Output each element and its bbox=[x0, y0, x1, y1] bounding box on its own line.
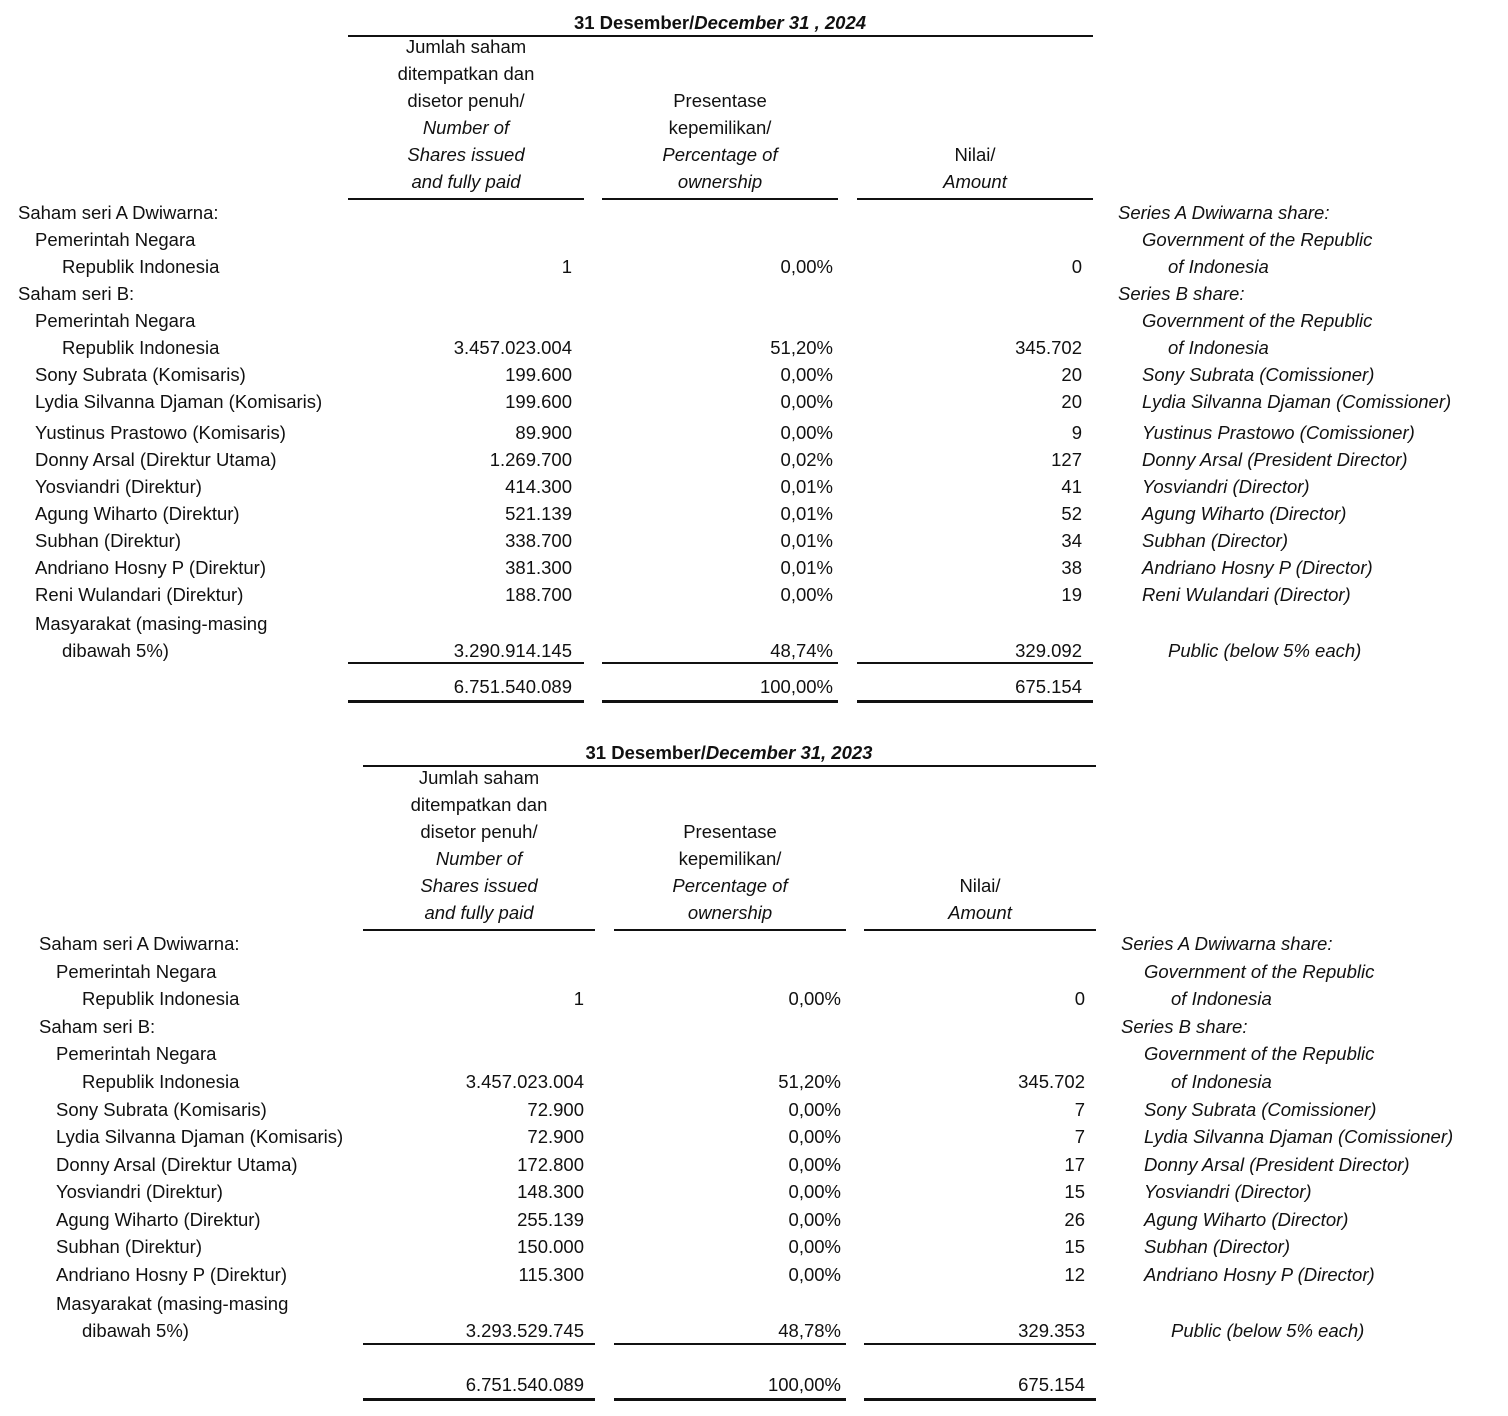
header-shares-line: Jumlah saham bbox=[405, 36, 527, 57]
cell-amount: 9 bbox=[1071, 422, 1082, 443]
cell-shares: 1.269.700 bbox=[489, 449, 572, 470]
cell-pct: 0,00% bbox=[788, 1264, 841, 1285]
row-label-id: Masyarakat (masing-masing bbox=[56, 1293, 289, 1314]
cell-pct: 51,20% bbox=[778, 1071, 841, 1092]
cell-amount: 7 bbox=[1074, 1099, 1085, 1120]
total-shares: 6.751.540.089 bbox=[465, 1374, 584, 1395]
cell-shares: 3.457.023.004 bbox=[453, 337, 572, 358]
header-percentage-line: Presentase bbox=[673, 90, 767, 111]
row-label-en: Government of the Republic bbox=[1144, 1043, 1375, 1064]
period-title-en: December 31, 2023 bbox=[705, 742, 873, 763]
row-label-en: Lydia Silvanna Djaman (Comissioner) bbox=[1142, 391, 1452, 412]
cell-pct: 0,00% bbox=[780, 364, 833, 385]
row-label-id: Agung Wiharto (Direktur) bbox=[35, 503, 240, 524]
row-label-id: dibawah 5%) bbox=[82, 1320, 189, 1341]
row-label-id: Saham seri B: bbox=[39, 1016, 156, 1037]
header-percentage-underline bbox=[614, 929, 846, 931]
row-label-en: Series B share: bbox=[1118, 283, 1245, 304]
row-label-id: Andriano Hosny P (Direktur) bbox=[35, 557, 266, 578]
row-label-en: Series A Dwiwarna share: bbox=[1121, 933, 1333, 954]
total-line-shares bbox=[363, 1398, 595, 1401]
row-label-en: Yustinus Prastowo (Comissioner) bbox=[1142, 422, 1415, 443]
cell-amount: 127 bbox=[1051, 449, 1082, 470]
cell-amount: 15 bbox=[1064, 1181, 1085, 1202]
cell-shares: 148.300 bbox=[517, 1181, 584, 1202]
cell-pct: 51,20% bbox=[770, 337, 833, 358]
row-label-id: Saham seri B: bbox=[18, 283, 135, 304]
row-label-id: Subhan (Direktur) bbox=[35, 530, 182, 551]
cell-shares: 3.293.529.745 bbox=[465, 1320, 584, 1341]
row-label-id: Yosviandri (Direktur) bbox=[35, 476, 202, 497]
cell-shares: 150.000 bbox=[517, 1236, 584, 1257]
cell-shares: 338.700 bbox=[505, 530, 572, 551]
subtotal-line-percentage bbox=[602, 662, 838, 664]
cell-amount: 41 bbox=[1061, 476, 1082, 497]
cell-pct: 0,00% bbox=[788, 1209, 841, 1230]
header-amount bbox=[857, 141, 1093, 195]
cell-pct: 0,00% bbox=[788, 1236, 841, 1257]
row-label-en: Yosviandri (Director) bbox=[1142, 476, 1310, 497]
row-label-id: Lydia Silvanna Djaman (Komisaris) bbox=[56, 1126, 344, 1147]
cell-amount: 17 bbox=[1064, 1154, 1085, 1175]
cell-amount: 12 bbox=[1064, 1264, 1085, 1285]
header-shares-line-en: Shares issued bbox=[407, 144, 525, 165]
header-shares-line: Jumlah saham bbox=[418, 767, 540, 788]
cell-pct: 48,78% bbox=[778, 1320, 841, 1341]
row-label-en: of Indonesia bbox=[1171, 988, 1272, 1009]
row-label-en: Public (below 5% each) bbox=[1171, 1320, 1365, 1341]
header-amount-line-en: Amount bbox=[943, 171, 1007, 192]
cell-amount: 345.702 bbox=[1015, 337, 1082, 358]
row-label-en: Donny Arsal (President Director) bbox=[1144, 1154, 1410, 1175]
row-label-en: Subhan (Director) bbox=[1144, 1236, 1291, 1257]
total-amount: 675.154 bbox=[1018, 1374, 1085, 1395]
cell-pct: 0,00% bbox=[780, 422, 833, 443]
subtotal-line-percentage bbox=[614, 1343, 846, 1345]
header-shares-line-en: and fully paid bbox=[424, 902, 534, 923]
cell-shares: 414.300 bbox=[505, 476, 572, 497]
row-label-id: Lydia Silvanna Djaman (Komisaris) bbox=[35, 391, 323, 412]
row-label-en: Agung Wiharto (Director) bbox=[1144, 1209, 1349, 1230]
cell-pct: 0,00% bbox=[780, 256, 833, 277]
header-percentage bbox=[602, 87, 838, 195]
cell-amount: 7 bbox=[1074, 1126, 1085, 1147]
cell-amount: 329.353 bbox=[1018, 1320, 1085, 1341]
cell-shares: 1 bbox=[573, 988, 584, 1009]
cell-shares: 255.139 bbox=[517, 1209, 584, 1230]
cell-shares: 89.900 bbox=[515, 422, 572, 443]
period-title-id: 31 Desember/ bbox=[573, 12, 695, 33]
cell-pct: 0,00% bbox=[780, 391, 833, 412]
header-shares-underline bbox=[348, 198, 584, 200]
row-label-id: Pemerintah Negara bbox=[56, 961, 217, 982]
row-label-en: Subhan (Director) bbox=[1142, 530, 1289, 551]
row-label-en: of Indonesia bbox=[1168, 337, 1269, 358]
header-shares-line: disetor penuh/ bbox=[420, 821, 538, 842]
row-label-en: Series B share: bbox=[1121, 1016, 1248, 1037]
period-title-id: 31 Desember/ bbox=[585, 742, 706, 763]
row-label-en: of Indonesia bbox=[1171, 1071, 1272, 1092]
row-label-en: Donny Arsal (President Director) bbox=[1142, 449, 1408, 470]
row-label-en: Government of the Republic bbox=[1144, 961, 1375, 982]
header-shares bbox=[348, 33, 584, 195]
row-label-en: Sony Subrata (Comissioner) bbox=[1144, 1099, 1377, 1120]
subtotal-line-shares bbox=[363, 1343, 595, 1345]
subtotal-line-shares bbox=[348, 662, 584, 664]
row-label-id: Donny Arsal (Direktur Utama) bbox=[35, 449, 277, 470]
total-amount: 675.154 bbox=[1015, 676, 1082, 697]
header-percentage-line-en: ownership bbox=[677, 171, 763, 192]
header-shares-line-en: and fully paid bbox=[411, 171, 521, 192]
total-pct: 100,00% bbox=[759, 676, 833, 697]
row-label-id: Donny Arsal (Direktur Utama) bbox=[56, 1154, 298, 1175]
row-label-en: Sony Subrata (Comissioner) bbox=[1142, 364, 1375, 385]
cell-pct: 0,00% bbox=[788, 988, 841, 1009]
cell-amount: 345.702 bbox=[1018, 1071, 1085, 1092]
header-percentage-line-en: ownership bbox=[687, 902, 773, 923]
row-label-en: Public (below 5% each) bbox=[1168, 640, 1362, 661]
cell-amount: 0 bbox=[1074, 988, 1085, 1009]
row-label-en: Reni Wulandari (Director) bbox=[1142, 584, 1351, 605]
header-percentage-line: kepemilikan/ bbox=[678, 848, 782, 869]
row-label-en: Yosviandri (Director) bbox=[1144, 1181, 1312, 1202]
cell-shares: 3.290.914.145 bbox=[453, 640, 572, 661]
cell-pct: 48,74% bbox=[770, 640, 833, 661]
header-percentage-underline bbox=[602, 198, 838, 200]
row-label-id: Saham seri A Dwiwarna: bbox=[39, 933, 240, 954]
header-shares-line-en: Shares issued bbox=[420, 875, 538, 896]
header-percentage-line-en: Percentage of bbox=[672, 875, 788, 896]
cell-shares: 1 bbox=[561, 256, 572, 277]
row-label-en: Series A Dwiwarna share: bbox=[1118, 202, 1330, 223]
cell-pct: 0,00% bbox=[788, 1126, 841, 1147]
total-line-shares bbox=[348, 700, 584, 703]
row-label-id: Republik Indonesia bbox=[62, 337, 220, 358]
subtotal-line-amount bbox=[857, 662, 1093, 664]
cell-shares: 199.600 bbox=[505, 364, 572, 385]
cell-amount: 20 bbox=[1061, 391, 1082, 412]
header-shares-line-en: Number of bbox=[422, 117, 510, 138]
row-label-id: Reni Wulandari (Direktur) bbox=[35, 584, 244, 605]
row-label-id: Yustinus Prastowo (Komisaris) bbox=[35, 422, 286, 443]
header-shares-line: ditempatkan dan bbox=[410, 794, 548, 815]
cell-amount: 329.092 bbox=[1015, 640, 1082, 661]
header-shares-underline bbox=[363, 929, 595, 931]
header-amount-line: Nilai/ bbox=[959, 875, 1001, 896]
row-label-id: Pemerintah Negara bbox=[56, 1043, 217, 1064]
cell-amount: 19 bbox=[1061, 584, 1082, 605]
cell-amount: 26 bbox=[1064, 1209, 1085, 1230]
cell-pct: 0,01% bbox=[780, 503, 833, 524]
cell-pct: 0,00% bbox=[780, 584, 833, 605]
header-amount bbox=[864, 872, 1096, 926]
period-title bbox=[420, 12, 1020, 34]
cell-shares: 199.600 bbox=[505, 391, 572, 412]
cell-pct: 0,01% bbox=[780, 476, 833, 497]
header-shares-line-en: Number of bbox=[435, 848, 523, 869]
row-label-en: Government of the Republic bbox=[1142, 229, 1373, 250]
header-amount-line: Nilai/ bbox=[954, 144, 996, 165]
header-amount-underline bbox=[857, 198, 1093, 200]
cell-amount: 20 bbox=[1061, 364, 1082, 385]
total-pct: 100,00% bbox=[767, 1374, 841, 1395]
row-label-en: Agung Wiharto (Director) bbox=[1142, 503, 1347, 524]
total-line-percentage bbox=[614, 1398, 846, 1401]
row-label-en: Lydia Silvanna Djaman (Comissioner) bbox=[1144, 1126, 1454, 1147]
header-amount-underline bbox=[864, 929, 1096, 931]
cell-amount: 38 bbox=[1061, 557, 1082, 578]
subtotal-line-amount bbox=[864, 1343, 1096, 1345]
cell-amount: 0 bbox=[1071, 256, 1082, 277]
row-label-en: of Indonesia bbox=[1168, 256, 1269, 277]
row-label-id: Pemerintah Negara bbox=[35, 310, 196, 331]
total-line-amount bbox=[864, 1398, 1096, 1401]
row-label-id: Yosviandri (Direktur) bbox=[56, 1181, 223, 1202]
row-label-en: Andriano Hosny P (Director) bbox=[1144, 1264, 1375, 1285]
header-shares-line: ditempatkan dan bbox=[397, 63, 535, 84]
row-label-id: Sony Subrata (Komisaris) bbox=[56, 1099, 267, 1120]
header-percentage-line: Presentase bbox=[683, 821, 777, 842]
row-label-id: Pemerintah Negara bbox=[35, 229, 196, 250]
period-title bbox=[429, 742, 1029, 764]
header-amount-line-en: Amount bbox=[948, 902, 1012, 923]
cell-shares: 381.300 bbox=[505, 557, 572, 578]
row-label-id: Republik Indonesia bbox=[82, 1071, 240, 1092]
cell-pct: 0,01% bbox=[780, 530, 833, 551]
cell-pct: 0,00% bbox=[788, 1154, 841, 1175]
cell-shares: 3.457.023.004 bbox=[465, 1071, 584, 1092]
row-label-en: Andriano Hosny P (Director) bbox=[1142, 557, 1373, 578]
header-percentage-line: kepemilikan/ bbox=[668, 117, 772, 138]
row-label-id: Agung Wiharto (Direktur) bbox=[56, 1209, 261, 1230]
header-shares-line: disetor penuh/ bbox=[407, 90, 525, 111]
cell-amount: 34 bbox=[1061, 530, 1082, 551]
row-label-en: Government of the Republic bbox=[1142, 310, 1373, 331]
row-label-id: Republik Indonesia bbox=[82, 988, 240, 1009]
row-label-id: Saham seri A Dwiwarna: bbox=[18, 202, 219, 223]
cell-shares: 521.139 bbox=[505, 503, 572, 524]
row-label-id: dibawah 5%) bbox=[62, 640, 169, 661]
period-title-en: December 31 , 2024 bbox=[694, 12, 867, 33]
cell-pct: 0,02% bbox=[780, 449, 833, 470]
cell-shares: 172.800 bbox=[517, 1154, 584, 1175]
cell-pct: 0,01% bbox=[780, 557, 833, 578]
row-label-id: Masyarakat (masing-masing bbox=[35, 613, 268, 634]
total-shares: 6.751.540.089 bbox=[453, 676, 572, 697]
row-label-id: Subhan (Direktur) bbox=[56, 1236, 203, 1257]
row-label-id: Andriano Hosny P (Direktur) bbox=[56, 1264, 287, 1285]
row-label-id: Republik Indonesia bbox=[62, 256, 220, 277]
cell-shares: 72.900 bbox=[527, 1126, 584, 1147]
cell-shares: 188.700 bbox=[505, 584, 572, 605]
cell-pct: 0,00% bbox=[788, 1181, 841, 1202]
header-percentage-line-en: Percentage of bbox=[662, 144, 778, 165]
cell-amount: 52 bbox=[1061, 503, 1082, 524]
cell-pct: 0,00% bbox=[788, 1099, 841, 1120]
cell-amount: 15 bbox=[1064, 1236, 1085, 1257]
header-percentage bbox=[614, 818, 846, 926]
total-line-amount bbox=[857, 700, 1093, 703]
row-label-id: Sony Subrata (Komisaris) bbox=[35, 364, 246, 385]
cell-shares: 72.900 bbox=[527, 1099, 584, 1120]
total-line-percentage bbox=[602, 700, 838, 703]
cell-shares: 115.300 bbox=[518, 1264, 584, 1285]
header-shares bbox=[363, 764, 595, 926]
